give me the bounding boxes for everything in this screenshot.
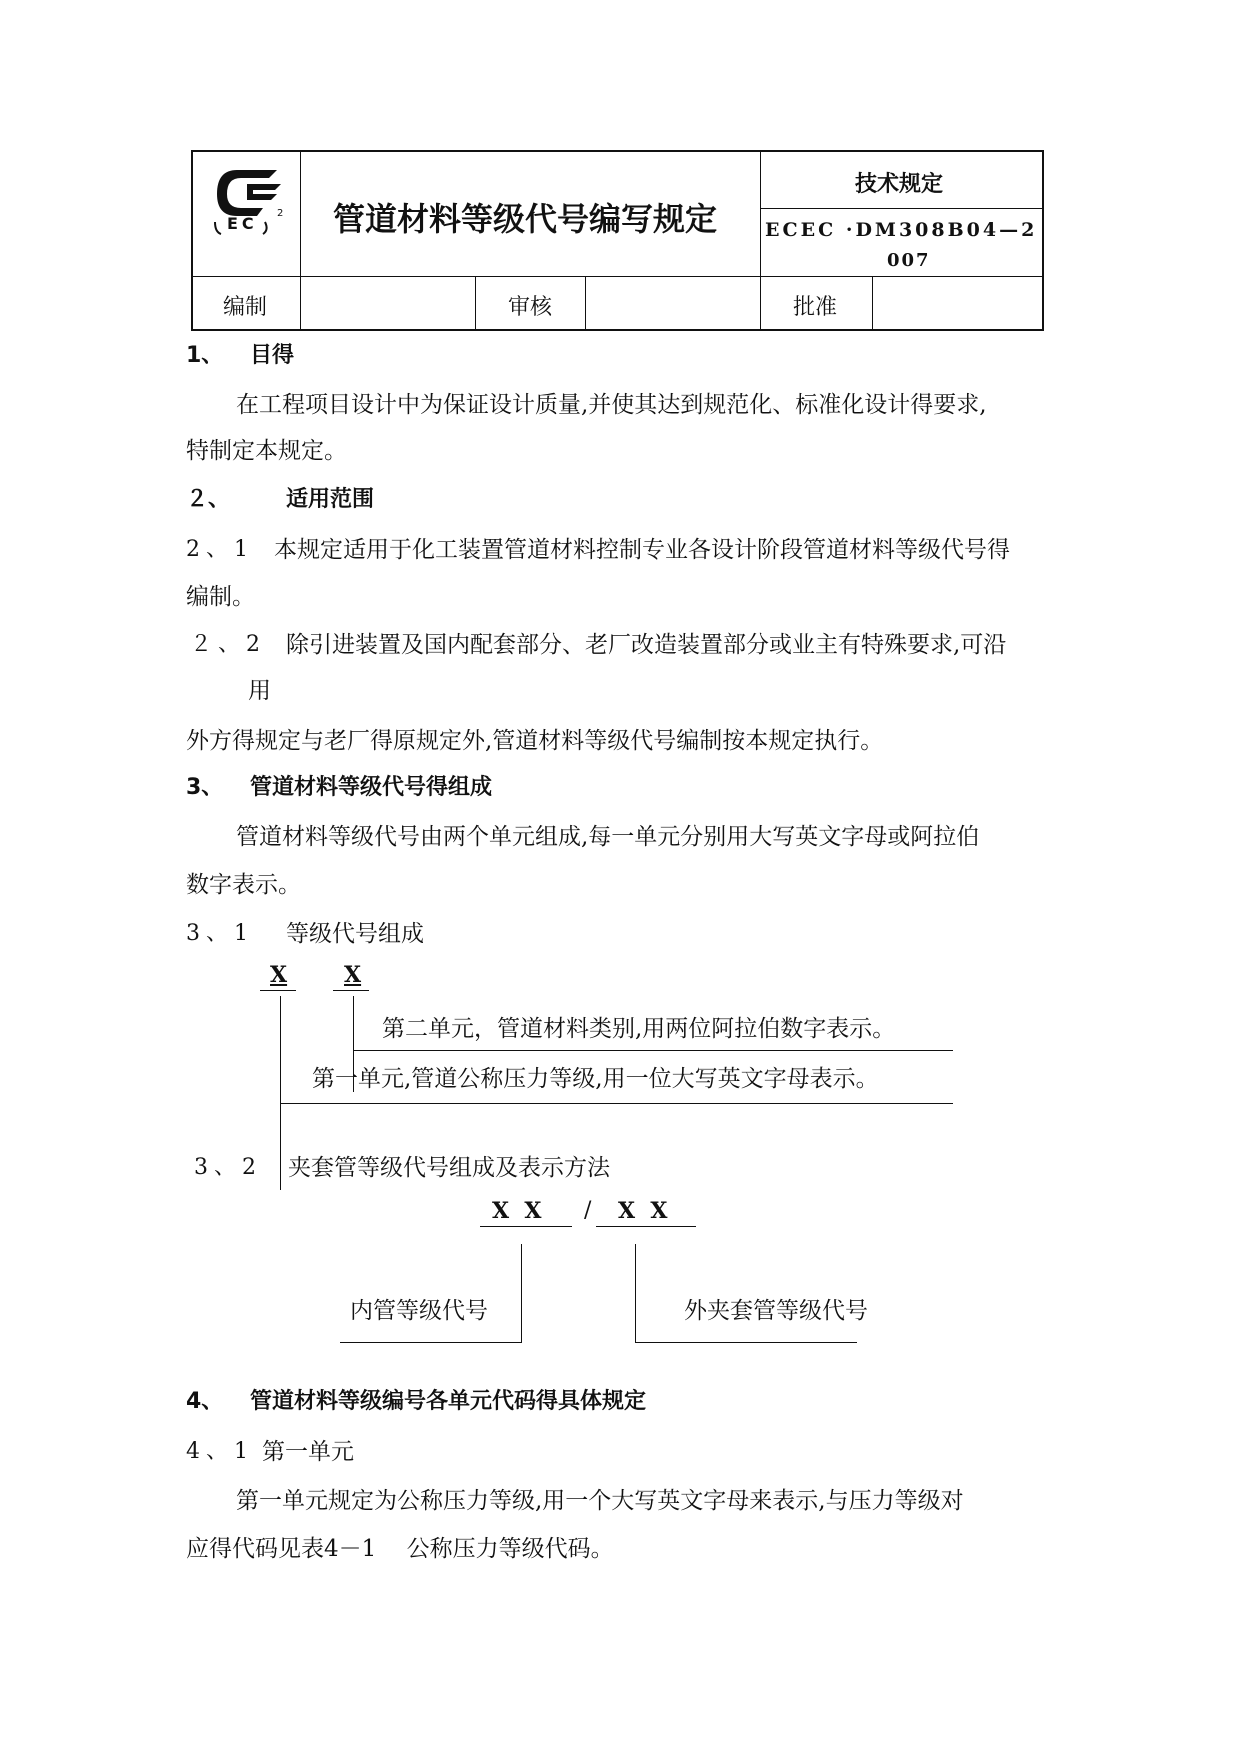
item-number: 3、1 <box>186 921 254 946</box>
inner-code: X X <box>492 1198 542 1224</box>
item-text: 夹套管等级代号组成及表示方法 <box>288 1155 610 1181</box>
underline <box>596 1226 696 1227</box>
divider <box>872 277 873 331</box>
bracket-line <box>280 1103 953 1104</box>
underline <box>333 990 369 991</box>
divider <box>760 208 1042 209</box>
item-number: 2、1 <box>186 537 254 562</box>
paragraph-line: 第一单元规定为公称压力等级,用一个大写英文字母来表示,与压力等级对 <box>236 1488 964 1514</box>
section-heading: 目得 <box>250 343 295 368</box>
bracket-line <box>340 1342 522 1343</box>
review-label: 审核 <box>508 295 553 320</box>
section-heading: 管道材料等级代号得组成 <box>250 775 493 800</box>
paragraph-line: 本规定适用于化工装置管道材料控制专业各设计阶段管道材料等级代号得 <box>274 537 1010 563</box>
company-logo <box>207 164 287 244</box>
item-number: 3、2 <box>194 1155 262 1180</box>
document-title: 管道材料等级代号编写规定 <box>333 200 718 238</box>
paragraph-line: 在工程项目设计中为保证设计质量,并使其达到规范化、标准化设计得要求, <box>236 392 987 418</box>
outer-code: X X <box>618 1198 668 1224</box>
section-number: ２、 <box>186 487 231 512</box>
item-text: 等级代号组成 <box>286 921 424 947</box>
code-letter: X <box>270 962 288 988</box>
approve-label: 批准 <box>793 295 838 320</box>
bracket-line <box>353 1050 953 1051</box>
document-code-cont: 007 <box>887 250 931 271</box>
logo-superscript: 2 <box>277 208 284 219</box>
document-type: 技术规定 <box>855 172 944 197</box>
bracket-line <box>635 1244 636 1342</box>
divider <box>193 276 1042 277</box>
item-text: 第一单元 <box>262 1439 354 1465</box>
slash: / <box>584 1198 592 1223</box>
paragraph-line: 管道材料等级代号由两个单元组成,每一单元分别用大写英文字母或阿拉伯 <box>236 824 980 850</box>
bracket-line <box>521 1244 522 1342</box>
bracket-line <box>635 1342 857 1343</box>
section-heading: 管道材料等级编号各单元代码得具体规定 <box>250 1389 647 1414</box>
paragraph-line: 数字表示。 <box>186 872 301 898</box>
divider <box>585 277 586 331</box>
underline <box>260 990 296 991</box>
unit2-description: 第二单元，管道材料类别,用两位阿拉伯数字表示。 <box>382 1016 896 1042</box>
paragraph-line: 除引进装置及国内配套部分、老厂改造装置部分或业主有特殊要求,可沿 <box>286 632 1007 658</box>
underline <box>480 1226 572 1227</box>
paragraph-line: 特制定本规定。 <box>186 438 347 464</box>
unit1-description: 第一单元,管道公称压力等级,用一位大写英文字母表示。 <box>312 1066 879 1092</box>
paragraph-line: 应得代码见表4－1 公称压力等级代码。 <box>186 1536 614 1562</box>
outer-label: 外夹套管等级代号 <box>684 1298 868 1324</box>
logo-text: EC <box>227 214 258 233</box>
divider <box>300 152 301 331</box>
header-table <box>191 150 1044 331</box>
inner-label: 内管等级代号 <box>350 1298 488 1324</box>
section-number: 4、 <box>186 1389 224 1414</box>
compile-label: 编制 <box>223 295 268 320</box>
bracket-line <box>280 996 281 1190</box>
section-number: 3、 <box>186 775 224 800</box>
section-heading: 适用范围 <box>286 487 375 512</box>
section-number: 1、 <box>186 343 224 368</box>
paragraph-line: 用 <box>248 678 271 704</box>
paragraph-line: 编制。 <box>186 584 255 610</box>
item-number: 4、1 <box>186 1439 254 1464</box>
divider <box>475 277 476 331</box>
paragraph-line: 外方得规定与老厂得原规定外,管道材料等级代号编制按本规定执行。 <box>186 728 884 754</box>
document-code: ECEC ·DM308B04—2 <box>765 219 1038 241</box>
code-letter: X <box>344 962 362 988</box>
divider <box>760 152 761 331</box>
item-number: ２、2 <box>190 632 266 657</box>
